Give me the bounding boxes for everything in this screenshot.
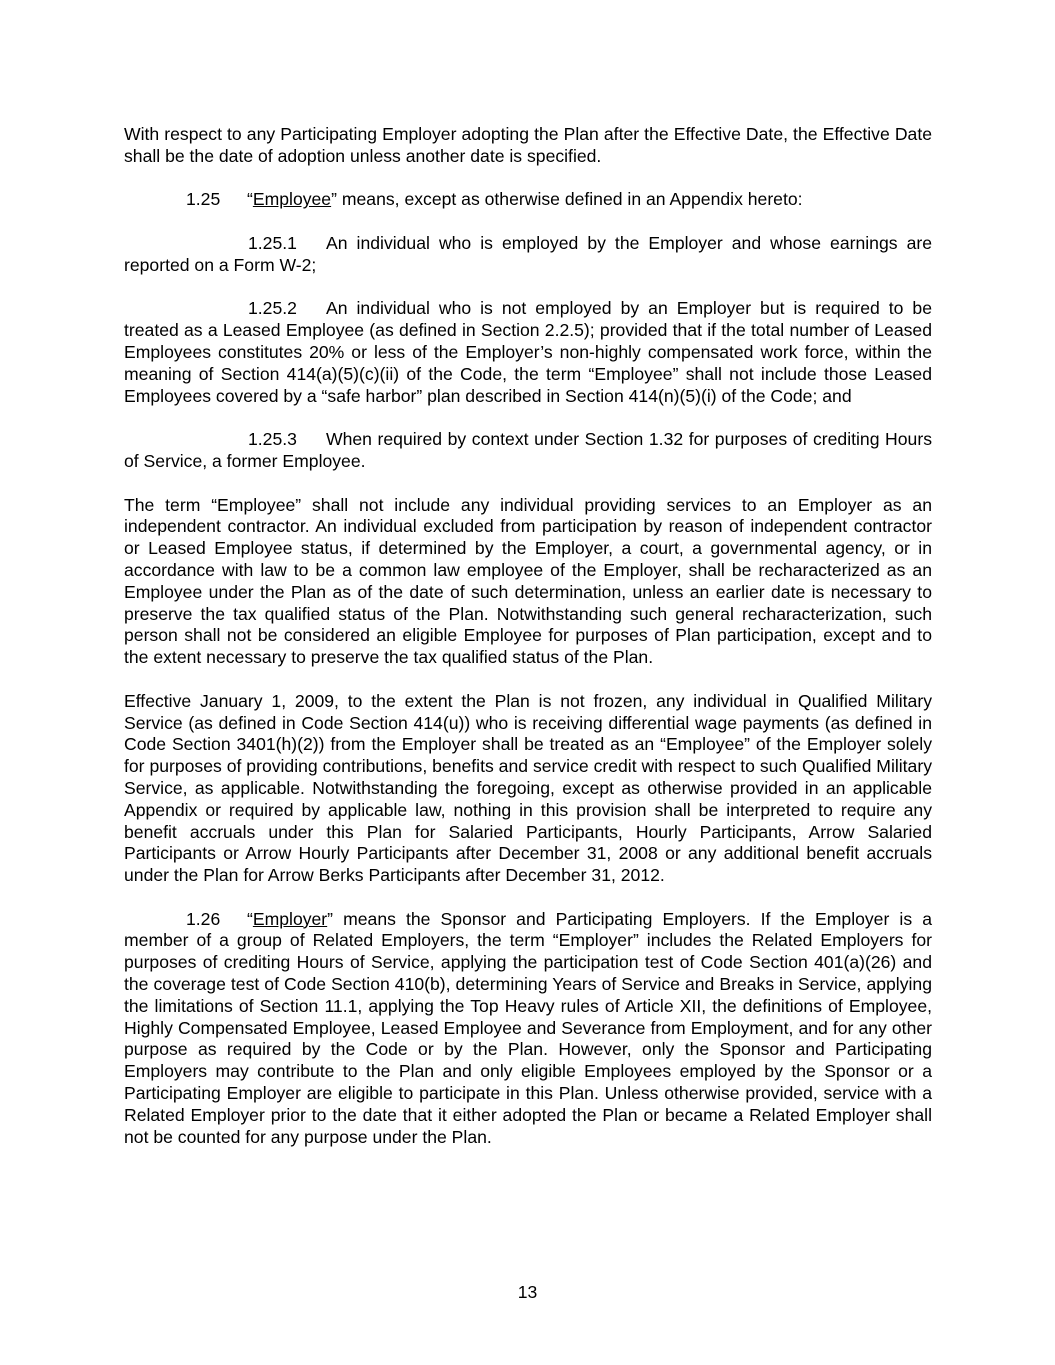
section-1-25-3 (124, 429, 932, 473)
section-text: An individual who is employed by the Employer and whose earnings are reported on a Form W-2; (124, 232, 932, 275)
section-1-26 (124, 909, 932, 1149)
open-quote: “ (247, 908, 253, 929)
section-1-25-1 (124, 233, 932, 277)
paragraph-term-employee: The term “Employee” shall not include any individual providing services to an Employer as an independent contractor. An individual excluded from participation by reason of independent contractor or Leased Employee status, if determined by the Employer, a court, a governmental agency, or in accordance with law to be a common law employee of the Employer, shall be recharacterized as an Employee under the Plan as of the date of such determination, unless an earlier date is necessary to preserve the tax qualified status of the Plan. Notwithstanding such general recharacterization, such person shall not be considered an eligible Employee for purposes of Plan participation, except and to the extent necessary to preserve the tax qualified status of the Plan. (124, 494, 932, 668)
page-number: 13 (517, 1282, 538, 1302)
section-1-25 (124, 189, 932, 211)
section-number: 1.25.3 (248, 429, 297, 450)
document-page (124, 124, 932, 1170)
section-number: 1.25.1 (248, 232, 297, 253)
section-text: ” means, except as otherwise defined in an Appendix hereto: (331, 189, 803, 210)
defined-term-employee: Employee (252, 189, 332, 210)
section-number: 1.26 (186, 908, 221, 929)
section-number: 1.25.2 (248, 298, 297, 319)
section-text: When required by context under Section 1.32 for purposes of crediting Hours of Service, a former Employee. (124, 429, 932, 471)
section-text: An individual who is not employed by an Employer but is required to be treated as a Leased Employee (as defined in Section 2.2.5); provided that if the total number of Leased Employees constitutes 20% or less of the Employer’s non-highly compensated work force, within the meaning of Section 414(a)(5)(c)(ii) of the Code, the term “Employee” shall not include those Leased Employees covered by a “safe harbor” plan described in Section 414(n)(5)(i) of the Code; and (124, 298, 932, 406)
section-number: 1.25 (186, 189, 221, 210)
section-text: ” means the Sponsor and Participating Employers. If the Employer is a member of a group of Related Employers, the term “Employer” includes the Related Employers for purposes of crediting Hours of Service, applying the participation test of Code Section 401(a)(26) and the coverage test of Code Section 410(b), determining Years of Service and Breaks in Service, applying the limitations of Section 11.1, applying the Top Heavy rules of Article XII, the definitions of Employee, Highly Compensated Employee, Leased Employee and Severance from Employment, and for any other purpose as required by the Code or by the Plan. However, only the Sponsor and Participating Employers may contribute to the Plan and only eligible Employees employed by the Sponsor or a Participating Employer are eligible to participate in this Plan. Unless otherwise provided, service with a Related Employer prior to the date that it either adopted the Plan or became a Related Employer shall not be counted for any purpose under the Plan. (124, 908, 932, 1147)
defined-term-employer: Employer (252, 908, 328, 929)
paragraph-military-service: Effective January 1, 2009, to the extent the Plan is not frozen, any individual in Qualified Military Service (as defined in Code Section 414(u)) who is receiving differential wage payments (as defined in Code Section 3401(h)(2)) from the Employer shall be treated as an “Employee” of the Employer solely for purposes of providing contributions, benefits and service credit with respect to such Qualified Military Service, as applicable. Notwithstanding the foregoing, except as otherwise provided in an applicable Appendix or required by applicable law, nothing in this provision shall be interpreted to require any benefit accruals under this Plan for Salaried Participants, Hourly Participants, Arrow Salaried Participants or Arrow Hourly Participants after December 31, 2008 or any additional benefit accruals under the Plan for Arrow Berks Participants after December 31, 2012. (124, 690, 932, 886)
open-quote: “ (247, 189, 253, 210)
section-1-25-2 (124, 298, 932, 407)
paragraph-effective-date: With respect to any Participating Employer adopting the Plan after the Effective Date, the Effective Date shall be the date of adoption unless another date is specified. (124, 124, 932, 166)
